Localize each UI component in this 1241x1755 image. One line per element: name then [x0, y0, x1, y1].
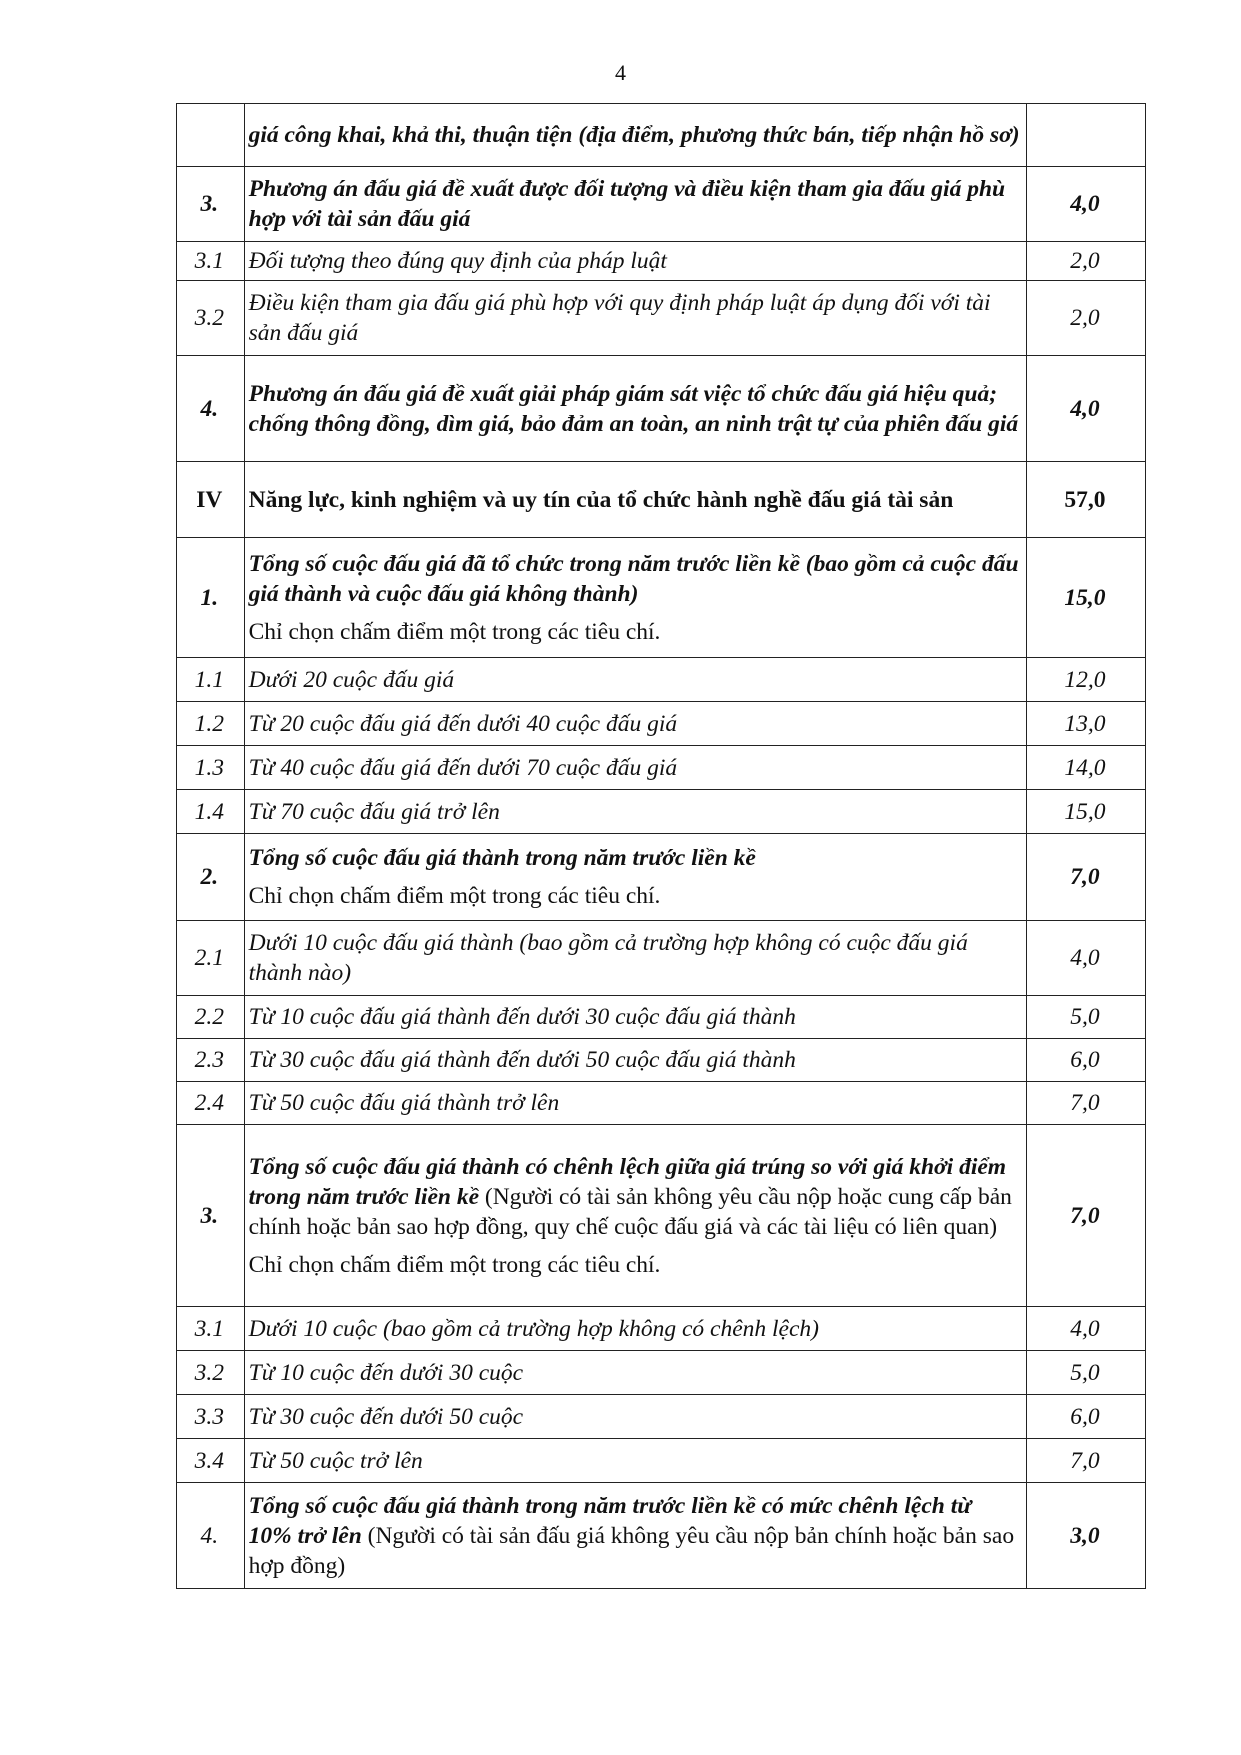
row-number: 3.2	[177, 1351, 245, 1395]
row-content: Dưới 20 cuộc đấu giá	[244, 658, 1026, 702]
row-content: Từ 70 cuộc đấu giá trở lên	[244, 790, 1026, 834]
row-score	[1026, 104, 1145, 167]
table-row	[177, 281, 1146, 356]
row-content: Phương án đấu giá đề xuất giải pháp giám sát việc tổ chức đấu giá hiệu quả; chống thông đồng, dìm giá, bảo đảm an toàn, an ninh trật tự của phiên đấu giá	[244, 356, 1026, 462]
row-number: 1.2	[177, 702, 245, 746]
table-row	[177, 1483, 1146, 1589]
row-content: Đối tượng theo đúng quy định của pháp luật	[244, 242, 1026, 281]
table-row	[177, 356, 1146, 462]
row-score: 14,0	[1026, 746, 1145, 790]
table-row	[177, 1439, 1146, 1483]
row-score: 3,0	[1026, 1483, 1145, 1589]
row-content: Từ 30 cuộc đến dưới 50 cuộc	[244, 1395, 1026, 1439]
row-score: 15,0	[1026, 538, 1145, 658]
row-number: 4.	[177, 1483, 245, 1589]
row-content: Từ 20 cuộc đấu giá đến dưới 40 cuộc đấu giá	[244, 702, 1026, 746]
row-score: 4,0	[1026, 167, 1145, 242]
row-content: Từ 50 cuộc trở lên	[244, 1439, 1026, 1483]
row-number: 3.3	[177, 1395, 245, 1439]
table-row	[177, 242, 1146, 281]
table-row	[177, 104, 1146, 167]
row-number: 2.3	[177, 1039, 245, 1082]
row-number: 3.2	[177, 281, 245, 356]
row-number: 3.1	[177, 1307, 245, 1351]
row-note: Chỉ chọn chấm điểm một trong các tiêu chí.	[248, 1251, 661, 1278]
row-content: Từ 10 cuộc đến dưới 30 cuộc	[244, 1351, 1026, 1395]
table-row	[177, 921, 1146, 996]
table-row	[177, 1039, 1146, 1082]
row-remark: (Người có tài sản không yêu cầu nộp hoặc cung cấp bản chính hoặc bản sao hợp đồng, quy chế cuộc đấu giá và các tài liệu có liên quan)	[248, 1183, 1012, 1240]
row-number: 1.	[177, 538, 245, 658]
row-remark: (Người có tài sản đấu giá không yêu cầu nộp bản chính hoặc bản sao hợp đồng)	[248, 1522, 1015, 1579]
row-number: 2.1	[177, 921, 245, 996]
row-number: 3.	[177, 1125, 245, 1307]
row-score: 7,0	[1026, 1125, 1145, 1307]
row-score: 6,0	[1026, 1039, 1145, 1082]
row-content: Tổng số cuộc đấu giá thành trong năm trước liền kề Chỉ chọn chấm điểm một trong các tiêu chí.	[244, 834, 1026, 921]
row-content: Từ 40 cuộc đấu giá đến dưới 70 cuộc đấu giá	[244, 746, 1026, 790]
row-number: 2.2	[177, 996, 245, 1039]
row-content: Từ 50 cuộc đấu giá thành trở lên	[244, 1082, 1026, 1125]
row-note: Chỉ chọn chấm điểm một trong các tiêu chí.	[248, 618, 661, 645]
table-row	[177, 996, 1146, 1039]
row-score: 4,0	[1026, 921, 1145, 996]
row-number: 1.4	[177, 790, 245, 834]
table-row	[177, 834, 1146, 921]
row-score: 7,0	[1026, 1439, 1145, 1483]
row-note: Chỉ chọn chấm điểm một trong các tiêu chí.	[248, 883, 661, 909]
table-row	[177, 1082, 1146, 1125]
row-score: 4,0	[1026, 356, 1145, 462]
table-row	[177, 702, 1146, 746]
row-content: Từ 30 cuộc đấu giá thành đến dưới 50 cuộc đấu giá thành	[244, 1039, 1026, 1082]
row-number: 1.3	[177, 746, 245, 790]
row-number: 3.1	[177, 242, 245, 281]
row-number: 2.	[177, 834, 245, 921]
table-row	[177, 1395, 1146, 1439]
row-score: 6,0	[1026, 1395, 1145, 1439]
table-row	[177, 790, 1146, 834]
row-content: Dưới 10 cuộc (bao gồm cả trường hợp không có chênh lệch)	[244, 1307, 1026, 1351]
table-row	[177, 1307, 1146, 1351]
row-score: 12,0	[1026, 658, 1145, 702]
table-row	[177, 538, 1146, 658]
row-content: Phương án đấu giá đề xuất được đối tượng và điều kiện tham gia đấu giá phù hợp với tài sản đấu giá	[244, 167, 1026, 242]
row-score: 4,0	[1026, 1307, 1145, 1351]
row-content: Từ 10 cuộc đấu giá thành đến dưới 30 cuộc đấu giá thành	[244, 996, 1026, 1039]
row-number: 1.1	[177, 658, 245, 702]
scoring-table	[176, 103, 1146, 1589]
row-content: giá công khai, khả thi, thuận tiện (địa điểm, phương thức bán, tiếp nhận hồ sơ)	[244, 104, 1026, 167]
table-row	[177, 746, 1146, 790]
row-content: Dưới 10 cuộc đấu giá thành (bao gồm cả trường hợp không có cuộc đấu giá thành nào)	[244, 921, 1026, 996]
row-number: 4.	[177, 356, 245, 462]
table-row	[177, 1125, 1146, 1307]
page-number: 4	[615, 60, 626, 85]
row-score: 5,0	[1026, 1351, 1145, 1395]
row-number: 3.4	[177, 1439, 245, 1483]
row-score: 7,0	[1026, 834, 1145, 921]
row-score: 2,0	[1026, 281, 1145, 356]
table-row	[177, 658, 1146, 702]
row-number: 2.4	[177, 1082, 245, 1125]
section-row	[177, 462, 1146, 538]
row-score: 13,0	[1026, 702, 1145, 746]
row-score: 7,0	[1026, 1082, 1145, 1125]
row-number: IV	[177, 462, 245, 538]
row-content: Tổng số cuộc đấu giá thành có chênh lệch giữa giá trúng so với giá khởi điểm trong năm trước liền kề (Người có tài sản không yêu cầu nộp hoặc cung cấp bản chính hoặc bản sao hợp đồng, quy chế cuộc đấu giá và các tài liệu có liên quan) Chỉ chọn chấm điểm một trong các tiêu chí.	[244, 1125, 1026, 1307]
row-score: 15,0	[1026, 790, 1145, 834]
row-number: 3.	[177, 167, 245, 242]
row-content: Tổng số cuộc đấu giá đã tổ chức trong năm trước liền kề (bao gồm cả cuộc đấu giá thành và cuộc đấu giá không thành) Chỉ chọn chấm điểm một trong các tiêu chí.	[244, 538, 1026, 658]
table-row	[177, 167, 1146, 242]
row-score: 5,0	[1026, 996, 1145, 1039]
row-score: 57,0	[1026, 462, 1145, 538]
table-row	[177, 1351, 1146, 1395]
row-content: Tổng số cuộc đấu giá thành trong năm trước liền kề có mức chênh lệch từ 10% trở lên (Người có tài sản đấu giá không yêu cầu nộp bản chính hoặc bản sao hợp đồng)	[244, 1483, 1026, 1589]
row-number	[177, 104, 245, 167]
row-score: 2,0	[1026, 242, 1145, 281]
row-content: Điều kiện tham gia đấu giá phù hợp với quy định pháp luật áp dụng đối với tài sản đấu giá	[244, 281, 1026, 356]
row-content: Năng lực, kinh nghiệm và uy tín của tổ chức hành nghề đấu giá tài sản	[244, 462, 1026, 538]
